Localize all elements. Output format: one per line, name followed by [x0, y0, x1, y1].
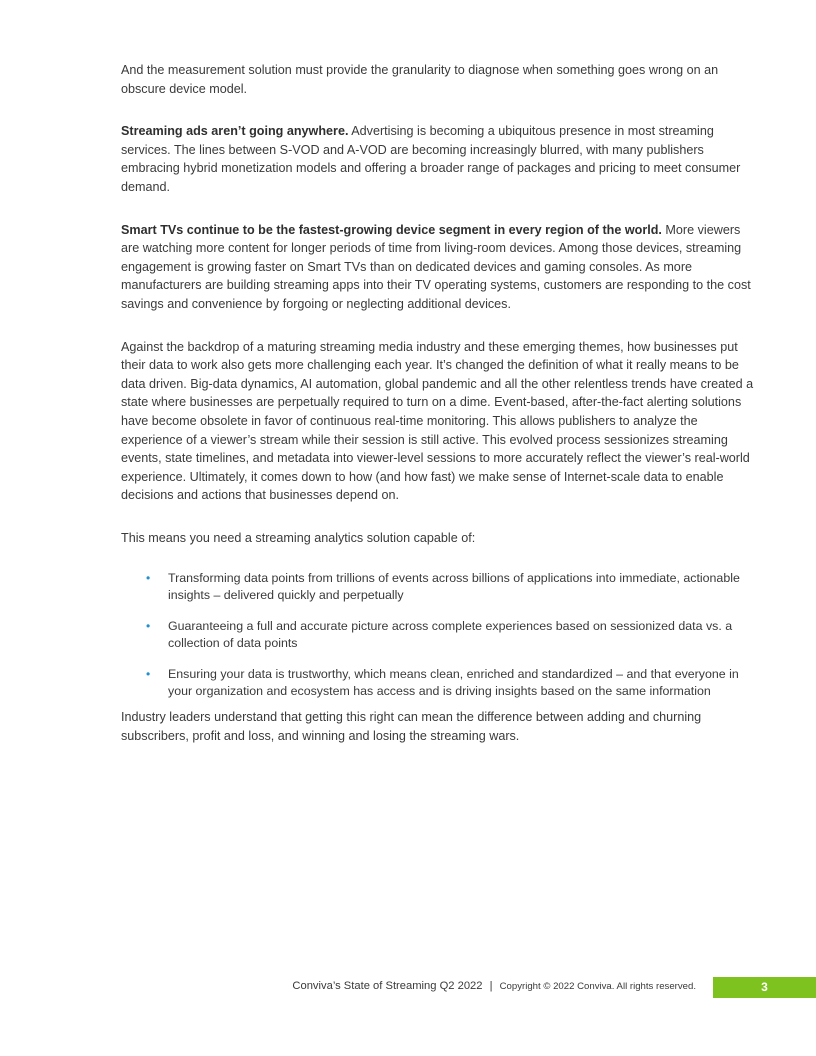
- paragraph-streaming-ads-body: Advertising is becoming a ubiquitous presence in most streaming services. The lines between S-VOD and A-VOD are becoming increasingly blurred, with many publishers embracing hybrid monetization models and offering a broader range of packages and pricing to meet consumer demand.: [121, 124, 741, 194]
- footer-copyright: Copyright © 2022 Conviva. All rights reserved.: [499, 981, 696, 992]
- capabilities-list: [121, 570, 755, 700]
- paragraph-streaming-ads-lead: Streaming ads aren’t going anywhere.: [121, 124, 349, 139]
- bullet-icon: •: [146, 619, 151, 634]
- paragraph-capabilities-intro: This means you need a streaming analytics solution capable of:: [121, 530, 476, 545]
- paragraph-measurement: And the measurement solution must provide the granularity to diagnose when something goes wrong on an obscure device model.: [121, 63, 719, 96]
- list-item-text: Ensuring your data is trustworthy, which means clean, enriched and standardized – and that everyone in your organization and ecosystem has access and is driving insights based on the same information: [168, 667, 739, 699]
- list-item: [121, 666, 755, 700]
- document-body: [121, 61, 755, 770]
- paragraph-industry-leaders: Industry leaders understand that getting this right can mean the difference between adding and churning subscribers, profit and loss, and winning and losing the streaming wars.: [121, 710, 702, 744]
- list-item: [121, 618, 755, 652]
- bullet-icon: •: [146, 571, 151, 586]
- footer-text: [292, 980, 696, 992]
- paragraph-smart-tvs-body: More viewers are watching more content for longer periods of time from living-room devices. Among those devices, streaming engagement is growing faster on Smart TVs than on dedicated devices and gaming consoles. As more manufacturers are building streaming apps into their TV operating systems, customers are responding to the cost savings and convenience by forgoing or neglecting additional devices.: [121, 222, 751, 311]
- paragraph-streaming-ads: [121, 122, 755, 196]
- paragraph-backdrop: Against the backdrop of a maturing streaming media industry and these emerging themes, how businesses put their data to work also gets more challenging each year. It’s changed the definition of what it really means to be data driven. Big-data dynamics, AI automation, global pandemic and all the other relentless trends have created a state where businesses are perpetually required to turn on a dime. Event-based, after-the-fact alerting solutions have become obsolete in favor of continuous real-time monitoring. This allows publishers to analyze the experience of a viewer’s stream while their session is still active. This evolved process sessionizes streaming events, state timelines, and metadata into viewer-level sessions to more accurately reflect the viewer’s real-world experience. Ultimately, it comes down to how (and how fast) we make sense of Internet-scale data to enable decisions and actions that businesses depend on.: [121, 339, 754, 503]
- page-number: 3: [713, 977, 816, 998]
- footer-separator: |: [489, 980, 493, 992]
- footer-report-title: Conviva’s State of Streaming Q2 2022: [292, 980, 483, 992]
- list-item: [121, 570, 755, 604]
- list-item-text: Transforming data points from trillions of events across billions of applications into immediate, actionable insights – delivered quickly and perpetually: [168, 571, 740, 603]
- list-item-text: Guaranteeing a full and accurate picture across complete experiences based on sessionized data vs. a collection of data points: [168, 619, 733, 651]
- bullet-icon: •: [146, 667, 151, 682]
- paragraph-smart-tvs: [121, 221, 755, 314]
- page-footer: [0, 977, 816, 998]
- paragraph-smart-tvs-lead: Smart TVs continue to be the fastest-growing device segment in every region of the world.: [121, 222, 662, 237]
